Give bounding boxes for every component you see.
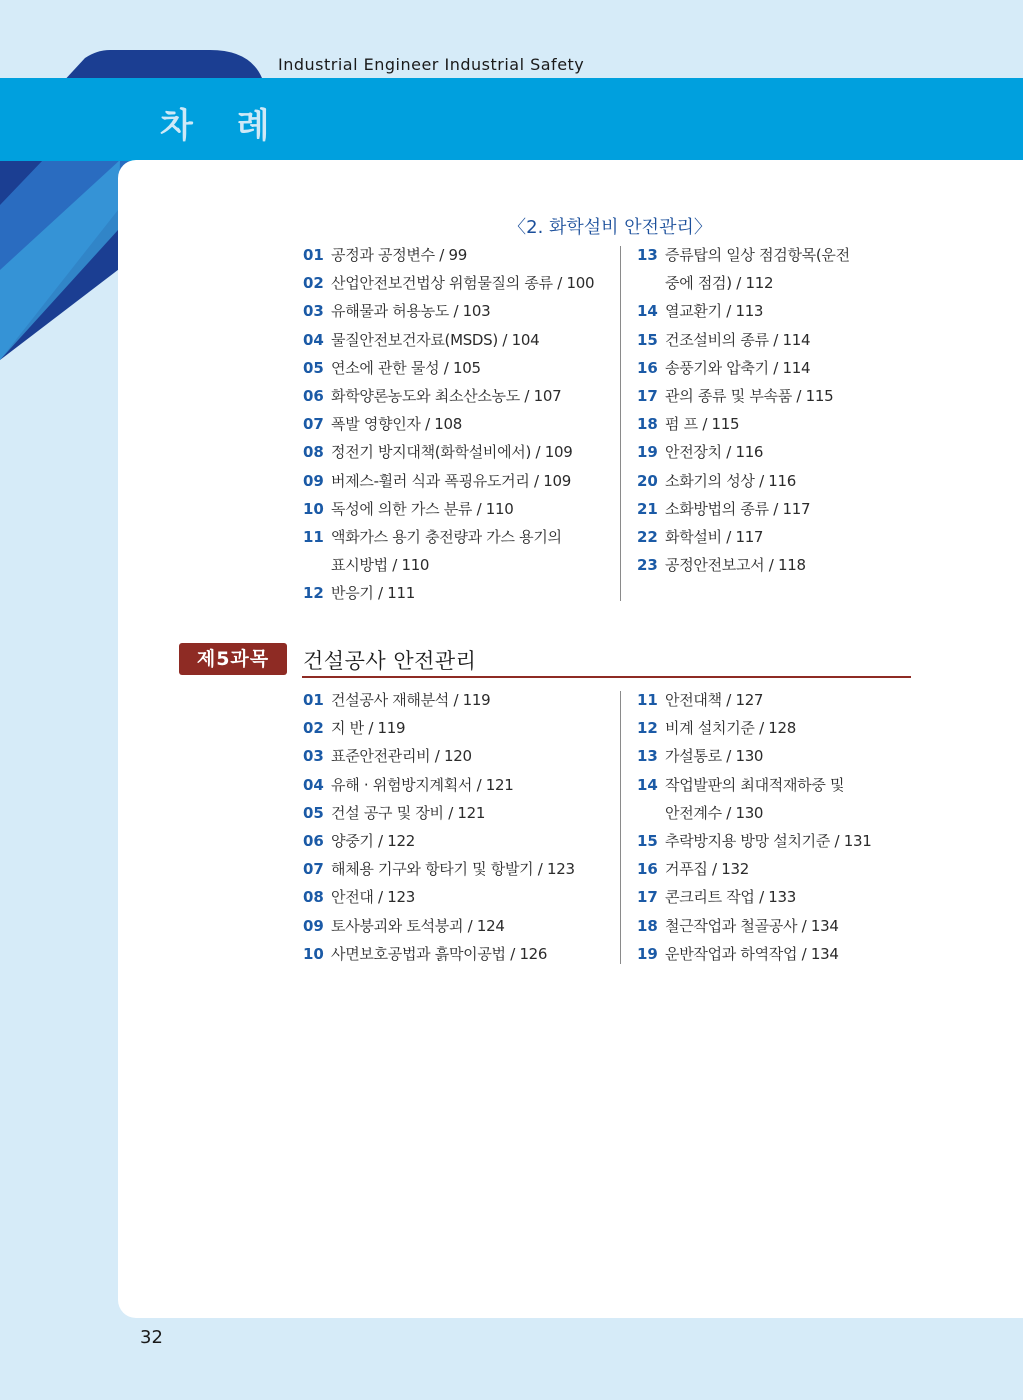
toc-item	[637, 382, 850, 410]
toc-item-number: 09	[303, 471, 324, 490]
toc-item-number: 02	[303, 719, 324, 738]
toc-item	[303, 579, 594, 607]
toc-item-number: 15	[637, 832, 658, 851]
toc-item-number: 19	[637, 443, 658, 462]
subject-rule	[302, 676, 911, 678]
toc-item-title: 반응기 / 111	[331, 584, 415, 603]
toc-item	[637, 467, 850, 495]
subject5-toc-left-column	[303, 686, 575, 968]
chapter-title: 차 례	[160, 106, 286, 146]
toc-item-number: 19	[637, 944, 658, 963]
toc-item-number: 17	[637, 387, 658, 406]
toc-item	[303, 354, 594, 382]
toc-item-number: 13	[637, 747, 658, 766]
toc-item	[637, 551, 850, 579]
toc-item-number: 04	[303, 330, 324, 349]
toc-item-title: 산업안전보건법상 위험물질의 종류 / 100	[331, 274, 595, 293]
toc-item	[637, 241, 850, 269]
toc-item	[637, 799, 871, 827]
toc-item-number: 06	[303, 387, 324, 406]
toc-item-title: 작업발판의 최대적재하중 및	[665, 775, 845, 794]
toc-item-number: 16	[637, 358, 658, 377]
toc-item	[637, 297, 850, 325]
toc-item	[637, 940, 871, 968]
toc-item-title: 표준안전관리비 / 120	[331, 747, 472, 766]
toc-item-number: 01	[303, 246, 324, 264]
toc-item-number: 21	[637, 499, 658, 518]
toc-item	[303, 940, 575, 968]
toc-item	[637, 686, 871, 714]
toc-item-number: 23	[637, 556, 658, 575]
toc-item-title: 유해물과 허용농도 / 103	[331, 302, 491, 321]
toc-item-number	[303, 551, 331, 579]
toc-item	[637, 912, 871, 940]
header-tagline: Industrial Engineer Industrial Safety	[278, 55, 585, 74]
toc-item-title: 액화가스 용기 충전량과 가스 용기의	[331, 528, 562, 547]
toc-item-title: 화학설비 / 117	[665, 528, 764, 547]
header-strip	[0, 78, 1023, 161]
toc-item-title: 토사붕괴와 토석붕괴 / 124	[331, 916, 505, 935]
toc-item-number: 18	[637, 916, 658, 935]
toc-item-number: 14	[637, 302, 658, 321]
toc-item-number: 07	[303, 415, 324, 434]
toc-item-number: 07	[303, 860, 324, 879]
toc-item	[303, 912, 575, 940]
toc-item	[637, 742, 871, 770]
toc-item-title: 공정과 공정변수 / 99	[331, 246, 467, 264]
chem-toc-left-column	[303, 241, 594, 608]
toc-item-number: 22	[637, 528, 658, 547]
toc-item-number: 17	[637, 888, 658, 907]
toc-item-number: 16	[637, 860, 658, 879]
toc-item	[303, 438, 594, 466]
toc-item-title: 운반작업과 하역작업 / 134	[665, 944, 839, 963]
toc-item	[303, 883, 575, 911]
toc-item-number: 10	[303, 944, 324, 963]
toc-item-number: 02	[303, 274, 324, 293]
toc-item	[637, 410, 850, 438]
toc-item-number: 12	[637, 719, 658, 738]
toc-item-number: 11	[637, 691, 658, 709]
subject-title: 건설공사 안전관리	[303, 649, 477, 673]
toc-item-title: 공정안전보고서 / 118	[665, 556, 806, 575]
toc-item	[303, 241, 594, 269]
toc-item-title: 유해 · 위험방지계획서 / 121	[331, 775, 514, 794]
toc-item-title: 정전기 방지대책(화학설비에서) / 109	[331, 443, 573, 462]
toc-item-number: 05	[303, 803, 324, 822]
toc-item-number: 03	[303, 747, 324, 766]
toc-item-number: 08	[303, 443, 324, 462]
toc-item-number: 13	[637, 246, 658, 264]
toc-item-title: 물질안전보건자료(MSDS) / 104	[331, 330, 540, 349]
toc-item	[303, 297, 594, 325]
toc-item-title: 관의 종류 및 부속품 / 115	[665, 387, 834, 406]
toc-item-number: 01	[303, 691, 324, 709]
toc-item	[303, 495, 594, 523]
toc-item-title: 양중기 / 122	[331, 832, 415, 851]
toc-item-title: 비계 설치기준 / 128	[665, 719, 797, 738]
toc-item-title: 건설 공구 및 장비 / 121	[331, 803, 486, 822]
column-divider	[620, 246, 621, 601]
toc-item-title: 건조설비의 종류 / 114	[665, 330, 811, 349]
toc-item-number: 14	[637, 775, 658, 794]
toc-item-title: 증류탑의 일상 점검항목(운전	[665, 246, 850, 264]
toc-item	[303, 523, 594, 551]
toc-item-title: 연소에 관한 물성 / 105	[331, 358, 481, 377]
toc-item-title: 철근작업과 철골공사 / 134	[665, 916, 839, 935]
toc-item	[637, 883, 871, 911]
toc-item	[303, 799, 575, 827]
toc-item-number: 05	[303, 358, 324, 377]
toc-item	[637, 827, 871, 855]
toc-item-title: 안전계수 / 130	[665, 803, 764, 822]
toc-item	[637, 269, 850, 297]
toc-item-title: 중에 점검) / 112	[665, 274, 774, 293]
toc-item	[637, 495, 850, 523]
toc-item-number: 09	[303, 916, 324, 935]
subsection-heading: 〈2. 화학설비 안전관리〉	[508, 217, 712, 238]
toc-item-number: 15	[637, 330, 658, 349]
toc-item-title: 건설공사 재해분석 / 119	[331, 691, 491, 709]
toc-item-number: 11	[303, 528, 324, 547]
toc-item-title: 거푸집 / 132	[665, 860, 749, 879]
subject-badge: 제5과목	[179, 643, 287, 675]
toc-item-title: 콘크리트 작업 / 133	[665, 888, 797, 907]
subject5-toc-right-column	[637, 686, 871, 968]
toc-item-number	[637, 799, 665, 827]
column-divider	[620, 691, 621, 964]
toc-item	[637, 855, 871, 883]
toc-item	[637, 714, 871, 742]
toc-item-title: 해체용 기구와 항타기 및 항발기 / 123	[331, 860, 575, 879]
toc-item	[303, 855, 575, 883]
toc-item-number: 20	[637, 471, 658, 490]
toc-item	[303, 742, 575, 770]
toc-item-title: 펌 프 / 115	[665, 415, 740, 434]
toc-item-title: 안전대책 / 127	[665, 691, 764, 709]
toc-item-title: 소화방법의 종류 / 117	[665, 499, 811, 518]
toc-item	[303, 827, 575, 855]
toc-item	[637, 438, 850, 466]
toc-item-title: 열교환기 / 113	[665, 302, 764, 321]
toc-item	[303, 467, 594, 495]
toc-item-number	[637, 269, 665, 297]
toc-item-title: 가설통로 / 130	[665, 747, 764, 766]
toc-item-number: 10	[303, 499, 324, 518]
toc-item-title: 안전장치 / 116	[665, 443, 764, 462]
toc-item	[303, 269, 594, 297]
toc-item	[303, 326, 594, 354]
toc-item	[303, 771, 575, 799]
chem-toc-right-column	[637, 241, 850, 579]
toc-item-title: 사면보호공법과 흙막이공법 / 126	[331, 944, 548, 963]
toc-item-number: 12	[303, 584, 324, 603]
toc-item-title: 표시방법 / 110	[331, 556, 430, 575]
toc-item-title: 폭발 영향인자 / 108	[331, 415, 463, 434]
toc-item	[637, 326, 850, 354]
toc-item	[637, 771, 871, 799]
toc-item-title: 화학양론농도와 최소산소농도 / 107	[331, 387, 562, 406]
toc-item	[303, 686, 575, 714]
toc-item-title: 지 반 / 119	[331, 719, 406, 738]
toc-item-title: 버제스-휠러 식과 폭굉유도거리 / 109	[331, 471, 571, 490]
toc-item-title: 송풍기와 압축기 / 114	[665, 358, 811, 377]
toc-item	[637, 354, 850, 382]
toc-item-title: 독성에 의한 가스 분류 / 110	[331, 499, 514, 518]
toc-item-title: 추락방지용 방망 설치기준 / 131	[665, 832, 872, 851]
toc-item-number: 08	[303, 888, 324, 907]
toc-item	[303, 551, 594, 579]
toc-item	[303, 382, 594, 410]
toc-item-number: 03	[303, 302, 324, 321]
toc-item	[637, 523, 850, 551]
toc-item-number: 18	[637, 415, 658, 434]
toc-item-title: 안전대 / 123	[331, 888, 415, 907]
toc-item	[303, 410, 594, 438]
toc-item-title: 소화기의 성상 / 116	[665, 471, 797, 490]
page-number: 32	[140, 1327, 163, 1348]
toc-item	[303, 714, 575, 742]
toc-item-number: 06	[303, 832, 324, 851]
toc-item-number: 04	[303, 775, 324, 794]
